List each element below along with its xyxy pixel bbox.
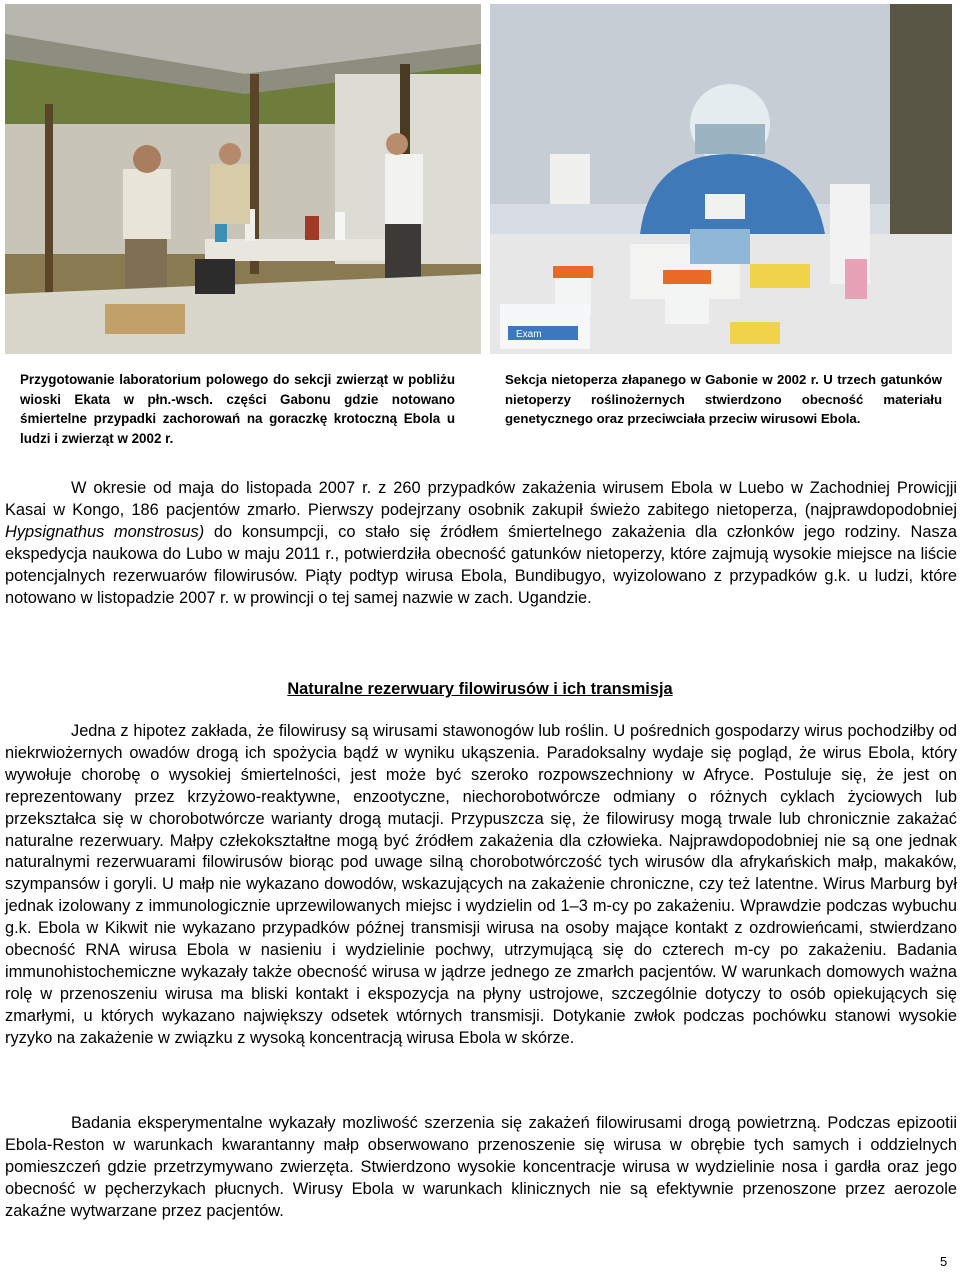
body-paragraph-1 [5, 478, 957, 609]
section-heading: Naturalne rezerwuary filowirusów i ich transmisja [287, 680, 673, 698]
body-paragraph-2: Jedna z hipotez zakłada, że filowirusy są wirusami stawonogów lub roślin. U pośrednich gospodarzy wirus pochodziłby od niekrwiożernych owadów drogą ich spożycia bądź w wyniku ukąszenia. Paradoksalny wydaje się pogląd, że wirus Ebola, który wywołuje chorobę o wysokiej śmiertelności, jest może być szeroko rozpowszechniony w Afryce. Postuluje się, że jest on reprezentowany przez krzyżowo-reaktywne, enzootyczne, niechorobotwórcze odmiany o różnych cyklach życiowych lub przekształca się w chorobotwórcze warianty drogą mutacji. Przypuszcza się, że filowirusy mogą trwale lub chronicznie zakażać naturalne rezerwuary. Małpy człekokształtne mogą być źródłem zakażenia dla człowieka. Najprawdopodobniej nie są one jednak naturalnymi rezerwuarami filowirusów biorąc pod uwage silną chorobotwórczość tych wirusów dla afrykańskich małp, makaków, szympansów i goryli. U małp nie wykazano dowodów, wskazujących na zakażenie chroniczne, czy też latentne. Wirus Marburg był jednak izolowany z immunologicznie uprzewilowanych miejsc i wydzielin od 1–3 m-cy po zakażeniu. Wprawdzie podczas wybuchu g.k. Ebola w Kikwit nie wykazano przypadków późnej transmisji wirusa na osoby mające kontakt z ozdrowieńcami, stwierdzano obecność RNA wirusa Ebola w nasieniu i wydzielinie pochwy, utrzymującą się do czterech m-cy po zakażeniu. Badania immunohistochemiczne wykazały także obecność wirusa w jądrze jednego ze zmarłch pacjentów. W warunkach domowych ważna rolę w przenoszeniu wirusa ma bliski kontakt i ekspozycja na płyny ustrojowe, szczególnie dotyczy to osób opiekujących się zmarłymi, u których wykazano największy odsetek wtórnych transmisji. Dotykanie zwłok podczas pochówku stanowi wysokie ryzyko na zakażenie w związku z wysoką koncentracją wirusa Ebola w skórze. [5, 722, 957, 1047]
left-photo-caption: Przygotowanie laboratorium polowego do sekcji zwierząt w pobliżu wioski Ekata w płn.-wsch. części Gabonu gdzie notowano śmiertelne przypadki zachorowań na goraczkę krotoczną Ebola u ludzi i zwierząt w 2002 r. [20, 372, 455, 446]
species-name: Hypsignathus monstrosus) [5, 522, 205, 541]
right-photo-caption: Sekcja nietoperza złapanego w Gabonie w 2002 r. U trzech gatunków nietoperzy roślinożernych stwierdzono obecność materiału genetycznego oraz przeciwciała przeciw wirusowi Ebola. [505, 372, 942, 427]
bat-necropsy-photo [490, 4, 952, 354]
exam-box-label: Exam [516, 329, 542, 340]
body-paragraph-3: Badania eksperymentalne wykazały mozliwość szerzenia się zakażeń filowirusami drogą powietrzną. Podczas epizootii Ebola-Reston w warunkach kwarantanny małp obserwowano przenoszenie się wirusa w obrębie tych samych i oddzielnych pomieszczeń gdzie przetrzymywano zwierzęta. Stwierdzono wysokie koncentracje wirusa w wydzielinie nosa i gardła oraz jego obecność w pęcherzykach płucnych. Wirusy Ebola w warunkach klinicznych nie są efektywnie przenoszone przez aerozole zakaźne wytwarzane przez pacjentów. [5, 1114, 957, 1220]
paragraph-1-text-a: W okresie od maja do listopada 2007 r. z 260 przypadków zakażenia wirusem Ebola w Luebo w Zachodniej Prowicjji Kasai w Kongo, 186 pacjentów zmarło. Pierwszy podejrzany osobnik zakupił świeżo zabitego nietoperza, (najprawdopodobniej [5, 479, 957, 519]
page-number: 5 [940, 1254, 948, 1269]
field-lab-photo [5, 4, 481, 354]
paragraph-1-text-b: do konsumpcji, co stało się źródłem śmiertelnego zakażenia dla członków jego rodziny. Nasza ekspedycja naukowa do Lubo w maju 2011 r., potwierdziła obecność gatunków nietoperzy, które zajmują wysokie miejsce na liście potencjalnych rezerwuarów filowirusów. Piąty podtyp wirusa Ebola, Bundibugyo, wyizolowano z przypadków g.k. u ludzi, które notowano w listopadzie 2007 r. w prowincji o tej samej nazwie w zach. Ugandzie. [5, 522, 957, 607]
